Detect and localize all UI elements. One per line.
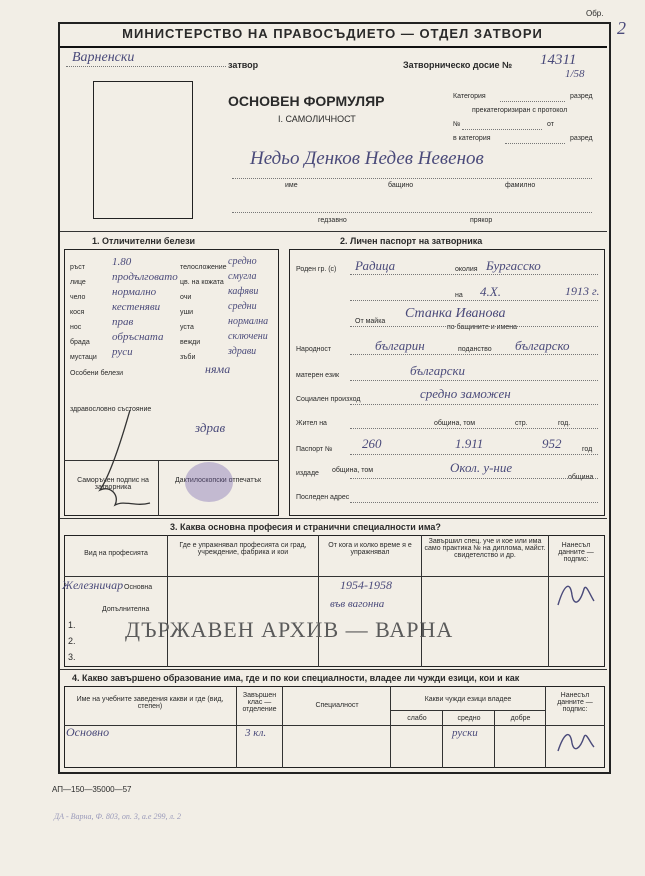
sec1-title: 1. Отличителни белези — [92, 236, 196, 246]
trait-label-right: очи — [180, 294, 192, 301]
fill-line — [350, 300, 598, 301]
fill-line — [350, 428, 598, 429]
sec4-signature — [550, 725, 600, 760]
dossier-number: 14311 — [540, 52, 577, 68]
fill-line — [350, 404, 598, 405]
fill-line — [350, 478, 598, 479]
signature-mark — [80, 405, 160, 515]
sec3-main-label: Основна — [124, 584, 153, 591]
sec3-h1: Вид на професията — [84, 550, 148, 557]
na-value: 4.X. — [480, 284, 501, 299]
name-label: име — [285, 182, 298, 189]
passport-god: год — [582, 446, 593, 453]
footer-code: АП—150—35000—57 — [52, 785, 132, 794]
sec4-h4: Какви чужди езици владее — [424, 696, 512, 703]
trait-value-left: нормално — [112, 286, 157, 298]
okolia-label: околия — [455, 266, 478, 273]
sec3-col2 — [318, 535, 319, 667]
sec3-col3 — [421, 535, 422, 667]
issued-value: Окол. у-ние — [450, 460, 513, 475]
prison-name: Варненски — [72, 50, 135, 65]
sec3-extra-value: във вагонна — [330, 598, 385, 610]
trait-label-left: кося — [70, 309, 85, 316]
gedzhavo-label: гедзавно — [318, 217, 347, 224]
trait-value-left: руси — [112, 346, 133, 358]
sec4-h3: Специалност — [315, 702, 359, 709]
sec4-col6 — [545, 686, 546, 768]
surname-label: фамилно — [505, 182, 536, 189]
sec4-lang-mid: средно — [457, 715, 481, 722]
lang-label: матерен език — [296, 372, 340, 379]
finger-label: Дактилоскопски отпечатък — [174, 477, 262, 484]
sec3-header-rule — [64, 576, 605, 577]
special-label: Особени белези — [70, 370, 123, 377]
fill-line — [350, 274, 598, 275]
sec3-col4 — [548, 535, 549, 667]
trait-label-left: нос — [70, 324, 82, 331]
trait-value-left: продълговато — [112, 271, 178, 283]
sec3-h2: Где е упражнявал професията си град, учреждение, фабрика и кои — [179, 542, 307, 556]
trait-value-right: сключени — [228, 331, 268, 342]
sec4-lang-rule — [390, 710, 545, 711]
trait-value-left: обръсната — [112, 331, 164, 343]
health-value: здрав — [195, 420, 226, 435]
issued-right: община — [568, 474, 594, 481]
trait-label-right: уши — [180, 309, 194, 316]
name-line — [232, 178, 592, 179]
form-title: ОСНОВЕН ФОРМУЛЯР — [228, 93, 385, 109]
header-rule — [60, 46, 607, 48]
sec3-top-rule — [60, 518, 607, 519]
sec4-lang-weak: слабо — [407, 715, 427, 722]
trait-label-right: вежди — [180, 339, 201, 346]
lang-value: български — [410, 363, 466, 378]
str-label: стр. — [515, 420, 528, 427]
razred2-label: разред — [570, 135, 593, 142]
fill-line — [350, 454, 598, 455]
ministry-header: МИНИСТЕРСТВО НА ПРАВОСЪДИЕТО — ОТДЕЛ ЗАТВОРИ — [122, 26, 543, 41]
trait-label-right: зъби — [180, 354, 196, 361]
sign-label: Саморъчен подпис на затворника — [77, 477, 149, 491]
trait-value-right: средни — [228, 301, 257, 312]
born-value: Радица — [355, 258, 396, 273]
born-label: Роден гр. (с) — [296, 266, 337, 273]
dossier-label: Затворническо досие № — [403, 60, 513, 70]
alias-label: прякор — [470, 217, 493, 224]
trait-value-right: нормална — [228, 316, 269, 327]
sec4-lang-value: руски — [452, 727, 478, 739]
sec3-row3: 3. — [68, 652, 76, 662]
year-value: 1913 г. — [565, 284, 600, 298]
sec4-lang-good: добре — [510, 715, 531, 722]
sec4-col5 — [494, 710, 495, 768]
fill-line — [350, 380, 598, 381]
nation-value: българин — [375, 338, 425, 353]
sec4-h1: Име на учебните заведения какви и где (вид, степен) — [76, 696, 224, 710]
sec4-top-rule — [60, 669, 607, 670]
sec3-h3: От кога и колко време я е упражнявал — [328, 542, 412, 556]
patronymic-label: бащино — [388, 182, 414, 189]
citizen-label: поданство — [458, 346, 492, 353]
passport-label: Паспорт № — [296, 446, 333, 453]
sec3-row2: 2. — [68, 636, 76, 646]
special-value: няма — [205, 362, 231, 376]
mother-value: Станка Иванова — [405, 306, 506, 321]
sec3-row1: 1. — [68, 620, 76, 630]
sec2-box — [289, 249, 605, 516]
trait-label-left: мустаци — [70, 354, 97, 361]
sec3-main-time: 1954-1958 — [340, 578, 392, 592]
passport-value: 260 — [362, 436, 382, 451]
trait-value-right: средно — [228, 256, 257, 267]
prison-label: затвор — [228, 60, 259, 70]
passport-date: 1.911 — [455, 436, 484, 451]
fill-line — [350, 326, 598, 327]
category-label: Категория — [453, 93, 486, 100]
archive-stamp: ДЪРЖАВЕН АРХИВ — ВАРНА — [125, 617, 454, 642]
prison-line — [66, 66, 226, 67]
sec3-main-value: Железничар — [62, 578, 124, 592]
sec3-title: 3. Каква основна професия и странични специалности има? — [170, 522, 441, 532]
na-label: на — [455, 292, 463, 299]
sec4-h5: Нанесъл данните — подпис: — [557, 692, 593, 713]
trait-label-right: телосложение — [180, 264, 227, 271]
trait-label-right: уста — [180, 324, 194, 331]
fill-line — [350, 354, 598, 355]
lives-label: Жител на — [296, 420, 327, 427]
last-address-label: Последен адрес — [296, 494, 350, 501]
trait-value-left: прав — [112, 316, 134, 328]
sec4-col2 — [282, 686, 283, 768]
trait-value-left: 1.80 — [112, 256, 132, 268]
sec3-extra-label: Допълнителна — [102, 606, 150, 613]
social-value: средно заможен — [420, 386, 511, 401]
sec2-title: 2. Личен паспорт на затворника — [340, 236, 483, 246]
trait-label-left: чело — [70, 294, 86, 301]
okolia-value: Бургасско — [486, 258, 541, 273]
form-subtitle: I. САМОЛИЧНОСТ — [278, 114, 356, 124]
trait-label-right: цв. на кожата — [180, 279, 224, 286]
no-label: № — [453, 121, 461, 128]
nation-label: Народност — [296, 346, 332, 353]
sec4-col3 — [390, 686, 391, 768]
god-label: год. — [558, 420, 571, 427]
photo-box — [93, 81, 193, 219]
issued-label: издаде — [296, 470, 319, 477]
in-category-label: в категория — [453, 135, 491, 142]
sec3-col1 — [167, 535, 168, 667]
sec4-col1 — [236, 686, 237, 768]
trait-label-left: брада — [70, 339, 90, 346]
mother-sub: по бащините и имена — [447, 324, 518, 331]
sec3-h5: Нанесъл данните — подпис: — [558, 542, 594, 563]
archive-reference: ДА - Варна, Ф. 803, оп. 3, а.е 299, л. 2 — [54, 812, 181, 821]
incat-line — [505, 143, 565, 144]
trait-value-left: кестеняви — [112, 301, 161, 313]
sec4-header-rule — [64, 725, 605, 726]
passport-year: 952 — [542, 436, 562, 451]
corner-note: Обр. — [586, 9, 604, 18]
razred-label: разред — [570, 93, 593, 100]
alias-line — [232, 212, 592, 213]
trait-label-left: лице — [70, 279, 86, 286]
mother-label: От майка — [355, 318, 386, 325]
full-name: Недьо Денков Недев Невенов — [250, 148, 484, 169]
fingerprint-mark — [185, 462, 233, 502]
page-number: 2 — [617, 18, 626, 38]
trait-value-right: кафяви — [228, 286, 259, 297]
sec3-signature — [550, 575, 600, 615]
social-label: Социален произход — [296, 396, 361, 403]
sec4-col4 — [442, 710, 443, 768]
dossier-sub: 1/58 — [565, 68, 585, 80]
issued-mid: община, том — [332, 467, 374, 474]
health-label: здравословно състояние — [70, 406, 152, 413]
no-line — [462, 129, 542, 130]
obshtina-label: община, том — [434, 420, 476, 427]
sec4-title: 4. Какво завършено образование има, где и по кои специалности, владее ли чужди езици, кои и как — [72, 673, 520, 683]
recat-label: прекатегоризиран с протокол — [472, 107, 568, 114]
trait-value-right: смугла — [228, 271, 257, 282]
sec12-top-rule — [60, 231, 607, 232]
citizen-value: българско — [515, 338, 570, 353]
trait-label-left: ръст — [70, 264, 85, 271]
sec4-class: 3 кл. — [245, 727, 267, 739]
sec4-h2: Завършен клас — отделение — [242, 692, 277, 713]
trait-value-right: здрави — [228, 346, 257, 357]
sec4-school: Основно — [66, 725, 110, 739]
ot-label: от — [547, 121, 554, 128]
sec3-h4: Завършил спец. уче и кое или има само практика № на диплома, майст. свидетелство и др. — [424, 538, 546, 559]
cat-line — [500, 101, 565, 102]
fill-line — [350, 502, 598, 503]
